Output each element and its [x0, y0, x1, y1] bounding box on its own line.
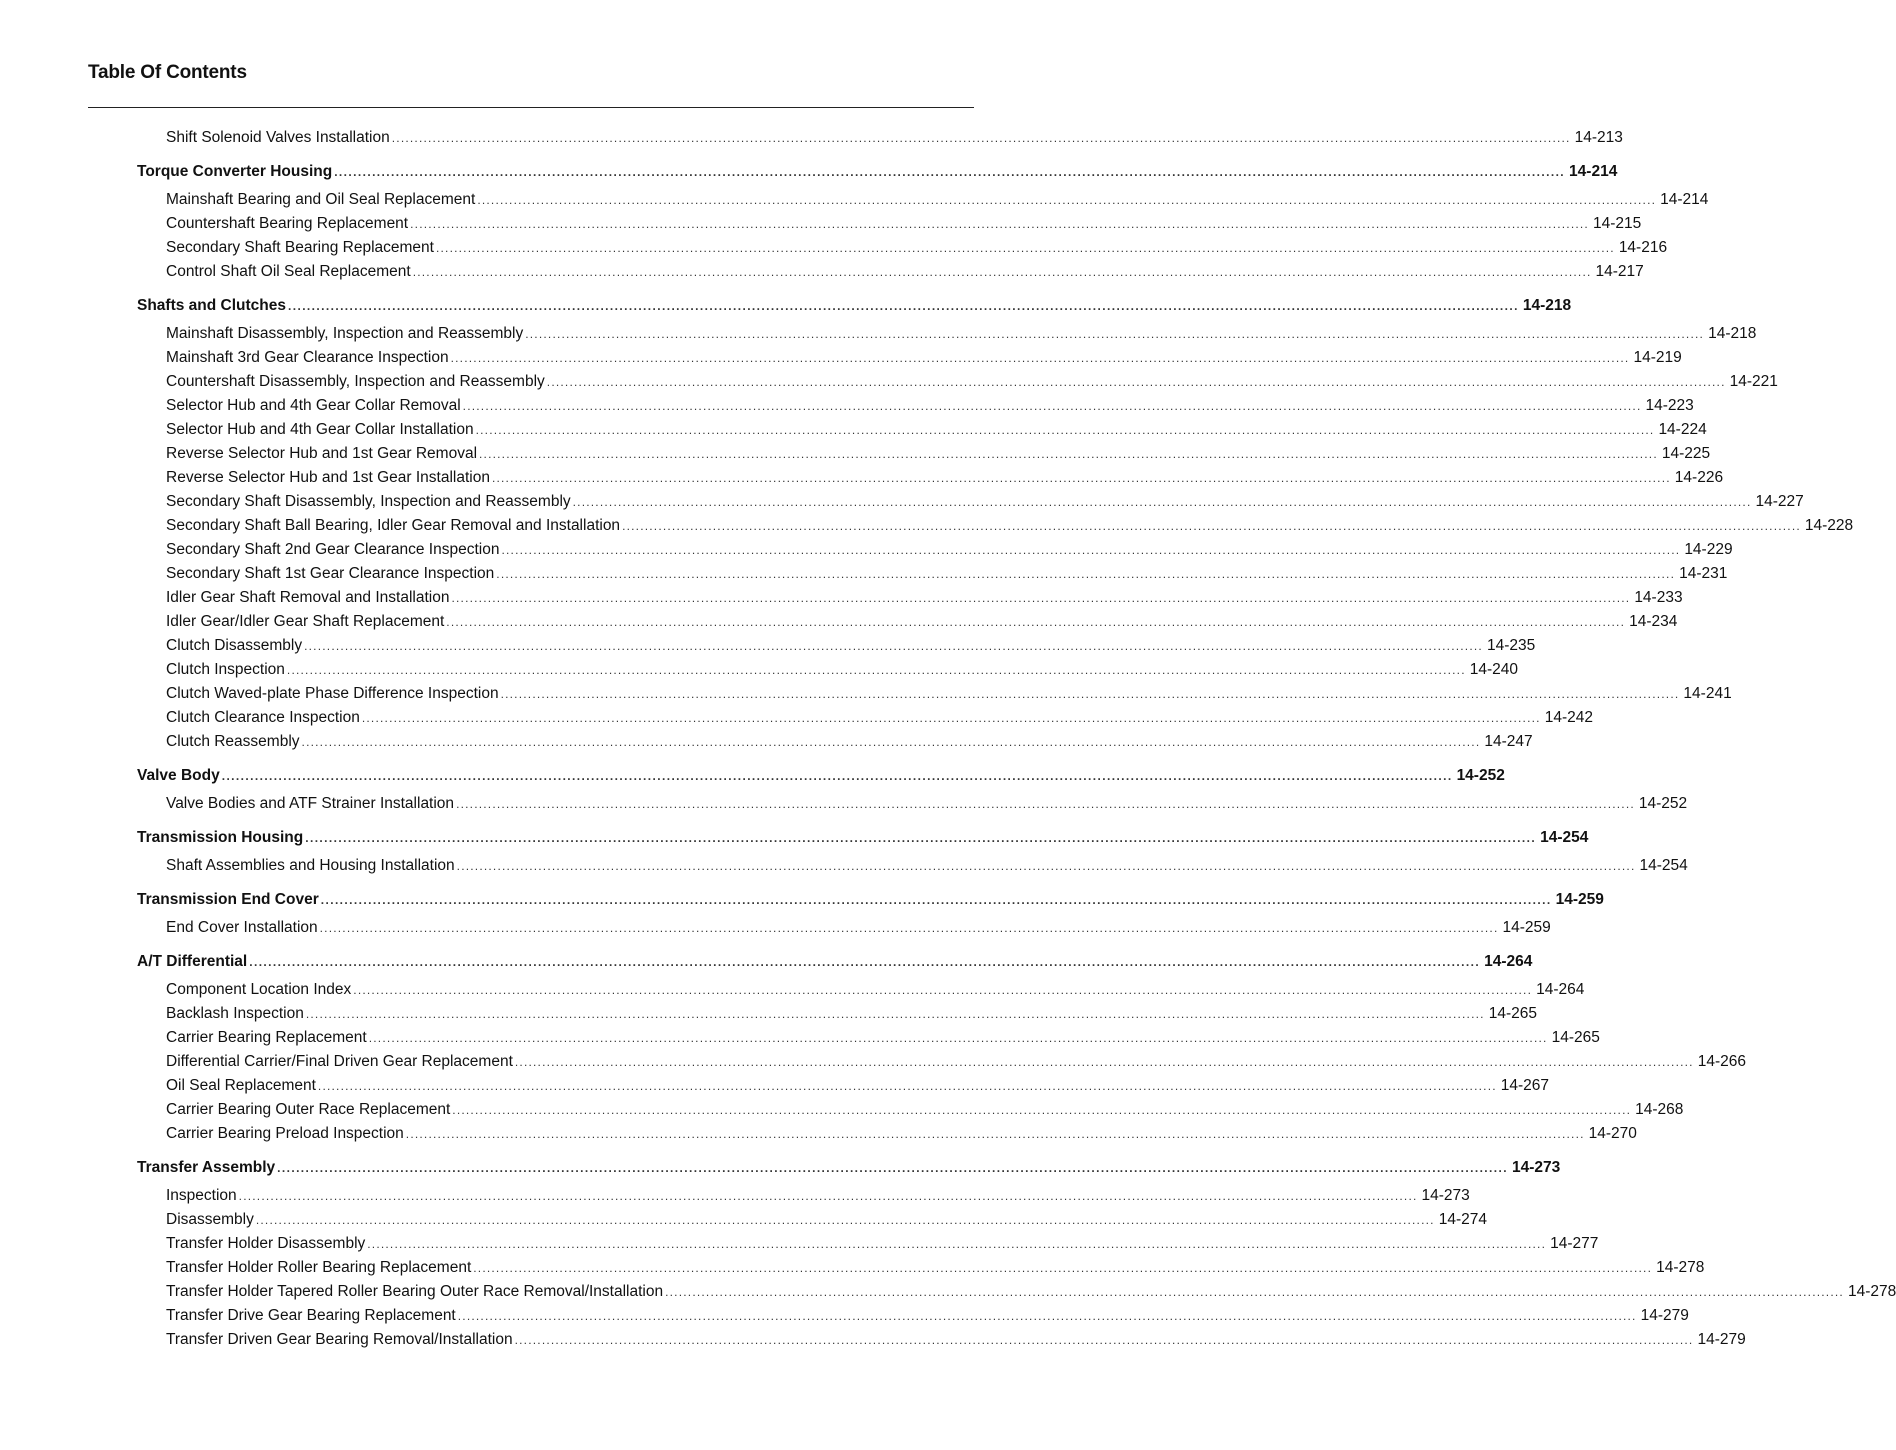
toc-entry[interactable]: [0, 1328, 1746, 1352]
dot-leader: ....................................................................................................................................................................................................................................................................: [514, 1055, 1694, 1069]
dot-leader: ....................................................................................................................................................................................................................................................................: [496, 567, 1676, 581]
dot-leader: ....................................................................................................................................................................................................................................................................: [238, 1189, 1418, 1203]
toc-entry-title: Transfer Assembly: [137, 1159, 276, 1176]
toc-entry-title: Transfer Holder Roller Bearing Replacement: [166, 1259, 472, 1276]
dot-leader: ....................................................................................................................................................................................................................................................................: [435, 241, 1615, 255]
toc-entry[interactable]: [0, 394, 1694, 418]
toc-entry-title: Transfer Holder Disassembly: [166, 1235, 366, 1252]
dot-leader: ....................................................................................................................................................................................................................................................................: [525, 327, 1705, 341]
dot-leader: ....................................................................................................................................................................................................................................................................: [473, 1261, 1653, 1275]
toc-page-number: 14-252: [1456, 767, 1505, 784]
toc-entry[interactable]: [0, 1122, 1637, 1146]
toc-page-number: 14-229: [1684, 541, 1733, 558]
toc-section-entry[interactable]: [0, 826, 1589, 850]
toc-entry-title: Transmission End Cover: [137, 891, 319, 908]
toc-entry-title: Selector Hub and 4th Gear Collar Removal: [166, 397, 461, 414]
toc-page-number: 14-224: [1658, 421, 1707, 438]
toc-entry-title: Transfer Holder Tapered Roller Bearing Outer Race Removal/Installation: [166, 1283, 664, 1300]
toc-page-number: 14-273: [1421, 1187, 1470, 1204]
toc-page-number: 14-214: [1660, 191, 1709, 208]
toc-entry-title: Shaft Assemblies and Housing Installation: [166, 857, 455, 874]
toc-entry-title: Carrier Bearing Outer Race Replacement: [166, 1101, 451, 1118]
dot-leader: ....................................................................................................................................................................................................................................................................: [475, 423, 1655, 437]
dot-leader: ....................................................................................................................................................................................................................................................................: [451, 591, 1631, 605]
toc-page-number: 14-213: [1574, 129, 1623, 146]
dot-leader: ....................................................................................................................................................................................................................................................................: [501, 543, 1681, 557]
dot-leader: ....................................................................................................................................................................................................................................................................: [367, 1237, 1547, 1251]
toc-entry-title: Clutch Inspection: [166, 661, 285, 678]
dot-leader: ....................................................................................................................................................................................................................................................................: [320, 893, 1552, 907]
toc-page-number: 14-254: [1540, 829, 1589, 846]
toc-page-number: 14-218: [1522, 297, 1572, 314]
dot-leader: ....................................................................................................................................................................................................................................................................: [412, 265, 1592, 279]
dot-leader: ....................................................................................................................................................................................................................................................................: [462, 399, 1642, 413]
toc-page-number: 14-277: [1550, 1235, 1599, 1252]
toc-page-number: 14-278: [1847, 1283, 1896, 1300]
toc-page-number: 14-227: [1755, 493, 1804, 510]
toc-entry[interactable]: [0, 610, 1678, 634]
toc-page-number: 14-233: [1634, 589, 1683, 606]
toc-entry-title: Reverse Selector Hub and 1st Gear Removal: [166, 445, 478, 462]
toc-entry[interactable]: [0, 706, 1593, 730]
toc-entry[interactable]: [0, 1184, 1470, 1208]
dot-leader: ....................................................................................................................................................................................................................................................................: [361, 711, 1541, 725]
toc-entry-title: Valve Body: [137, 767, 220, 784]
dot-leader: ....................................................................................................................................................................................................................................................................: [368, 1031, 1548, 1045]
toc-page-number: 14-274: [1438, 1211, 1487, 1228]
toc-entry-title: Valve Bodies and ATF Strainer Installation: [166, 795, 455, 812]
toc-entry[interactable]: [0, 466, 1724, 490]
toc-page-number: 14-273: [1511, 1159, 1561, 1176]
toc-page-number: 14-242: [1544, 709, 1593, 726]
dot-leader: ....................................................................................................................................................................................................................................................................: [317, 1079, 1497, 1093]
toc-entry[interactable]: [0, 538, 1733, 562]
dot-leader: ....................................................................................................................................................................................................................................................................: [457, 1309, 1637, 1323]
dot-leader: ....................................................................................................................................................................................................................................................................: [221, 769, 1453, 783]
dot-leader: ....................................................................................................................................................................................................................................................................: [334, 165, 1566, 179]
toc-entry-title: Shafts and Clutches: [137, 297, 286, 314]
dot-leader: ....................................................................................................................................................................................................................................................................: [456, 859, 1636, 873]
dot-leader: ....................................................................................................................................................................................................................................................................: [491, 471, 1671, 485]
dot-leader: ....................................................................................................................................................................................................................................................................: [249, 955, 1481, 969]
toc-page-number: 14-225: [1661, 445, 1711, 462]
toc-section-entry[interactable]: [0, 1156, 1561, 1180]
toc-entry[interactable]: [0, 260, 1644, 284]
toc-entry[interactable]: [0, 586, 1683, 610]
toc-entry-title: Carrier Bearing Replacement: [166, 1029, 367, 1046]
dot-leader: ....................................................................................................................................................................................................................................................................: [450, 351, 1630, 365]
dot-leader: ....................................................................................................................................................................................................................................................................: [405, 1127, 1585, 1141]
toc-entry-title: Clutch Reassembly: [166, 733, 300, 750]
title-divider: [88, 107, 974, 108]
toc-page-number: 14-266: [1697, 1053, 1746, 1070]
toc-entry[interactable]: [0, 730, 1533, 754]
toc-page-number: 14-268: [1635, 1101, 1684, 1118]
toc-entry-title: Inspection: [166, 1187, 237, 1204]
toc-page-number: 14-223: [1645, 397, 1694, 414]
toc-entry-title: Secondary Shaft Disassembly, Inspection and Reassembly: [166, 493, 571, 510]
toc-entry[interactable]: [0, 212, 1642, 236]
toc-entry[interactable]: [0, 1074, 1550, 1098]
toc-entry-title: Clutch Clearance Inspection: [166, 709, 360, 726]
toc-entry[interactable]: [0, 978, 1585, 1002]
toc-entry-title: Secondary Shaft 1st Gear Clearance Inspection: [166, 565, 495, 582]
dot-leader: ....................................................................................................................................................................................................................................................................: [452, 1103, 1632, 1117]
toc-entry[interactable]: [0, 322, 1757, 346]
toc-page-number: 14-215: [1592, 215, 1642, 232]
toc-entry[interactable]: [0, 682, 1732, 706]
toc-page-number: 14-218: [1708, 325, 1757, 342]
toc-page-number: 14-278: [1656, 1259, 1705, 1276]
dot-leader: ....................................................................................................................................................................................................................................................................: [353, 983, 1533, 997]
toc-entry[interactable]: [0, 1050, 1746, 1074]
toc-entry[interactable]: [0, 792, 1688, 816]
toc-entry[interactable]: [0, 370, 1778, 394]
dot-leader: ....................................................................................................................................................................................................................................................................: [479, 447, 1658, 461]
toc-page-number: 14-279: [1697, 1331, 1746, 1348]
dot-leader: ....................................................................................................................................................................................................................................................................: [572, 495, 1752, 509]
dot-leader: ....................................................................................................................................................................................................................................................................: [622, 519, 1801, 533]
toc-entry-title: Countershaft Disassembly, Inspection and Reassembly: [166, 373, 545, 390]
toc-entry[interactable]: [0, 514, 1854, 538]
toc-entry[interactable]: [0, 916, 1551, 940]
toc-page-number: 14-221: [1729, 373, 1778, 390]
toc-entry[interactable]: [0, 658, 1519, 682]
toc-page-number: 14-267: [1500, 1077, 1550, 1094]
toc-entry-title: Clutch Waved-plate Phase Difference Inspection: [166, 685, 499, 702]
toc-entry-title: End Cover Installation: [166, 919, 318, 936]
toc-page-number: 14-231: [1679, 565, 1728, 582]
toc-page-number: 14-234: [1629, 613, 1678, 630]
toc-entry[interactable]: [0, 1026, 1600, 1050]
toc-page-number: 14-247: [1484, 733, 1533, 750]
toc-page-number: 14-241: [1683, 685, 1732, 702]
dot-leader: ....................................................................................................................................................................................................................................................................: [301, 735, 1481, 749]
dot-leader: ....................................................................................................................................................................................................................................................................: [286, 663, 1466, 677]
toc-entry-title: Secondary Shaft Bearing Replacement: [166, 239, 434, 256]
toc-entry[interactable]: [0, 1232, 1599, 1256]
toc-entry[interactable]: [0, 1098, 1684, 1122]
dot-leader: ....................................................................................................................................................................................................................................................................: [305, 1007, 1485, 1021]
toc-page-number: 14-228: [1804, 517, 1854, 534]
toc-entry-title: Reverse Selector Hub and 1st Gear Installation: [166, 469, 490, 486]
toc-page-number: 14-217: [1595, 263, 1644, 280]
dot-leader: ....................................................................................................................................................................................................................................................................: [446, 615, 1626, 629]
toc-entry-title: Transfer Driven Gear Bearing Removal/Installation: [166, 1331, 513, 1348]
dot-leader: ....................................................................................................................................................................................................................................................................: [255, 1213, 1435, 1227]
toc-page-number: 14-259: [1555, 891, 1604, 908]
dot-leader: ....................................................................................................................................................................................................................................................................: [456, 797, 1635, 811]
toc-page-number: 14-254: [1639, 857, 1688, 874]
table-of-contents: [0, 126, 1896, 1352]
toc-entry-title: Differential Carrier/Final Driven Gear Replacement: [166, 1053, 513, 1070]
toc-page-number: 14-216: [1618, 239, 1668, 256]
toc-entry-title: Backlash Inspection: [166, 1005, 304, 1022]
toc-entry[interactable]: [0, 236, 1668, 260]
toc-page-number: 14-226: [1674, 469, 1724, 486]
toc-entry-title: Oil Seal Replacement: [166, 1077, 316, 1094]
toc-entry[interactable]: [0, 1002, 1537, 1026]
dot-leader: ....................................................................................................................................................................................................................................................................: [391, 131, 1571, 145]
toc-entry-title: Secondary Shaft 2nd Gear Clearance Inspection: [166, 541, 500, 558]
toc-page-number: 14-259: [1502, 919, 1551, 936]
toc-entry-title: Mainshaft 3rd Gear Clearance Inspection: [166, 349, 449, 366]
toc-page-number: 14-264: [1536, 981, 1585, 998]
dot-leader: ....................................................................................................................................................................................................................................................................: [277, 1161, 1508, 1175]
toc-entry[interactable]: [0, 1280, 1896, 1304]
toc-entry[interactable]: [0, 854, 1688, 878]
toc-entry-title: Mainshaft Bearing and Oil Seal Replacement: [166, 191, 476, 208]
toc-entry-title: Carrier Bearing Preload Inspection: [166, 1125, 404, 1142]
toc-entry[interactable]: [0, 346, 1682, 370]
toc-entry[interactable]: [0, 442, 1711, 466]
toc-page-number: 14-235: [1486, 637, 1536, 654]
toc-entry-title: Shift Solenoid Valves Installation: [166, 129, 390, 146]
toc-entry[interactable]: [0, 1256, 1705, 1280]
toc-page-number: 14-240: [1469, 661, 1519, 678]
toc-entry[interactable]: [0, 1304, 1689, 1328]
dot-leader: ....................................................................................................................................................................................................................................................................: [304, 639, 1483, 653]
toc-section-entry[interactable]: [0, 294, 1572, 318]
dot-leader: ....................................................................................................................................................................................................................................................................: [514, 1333, 1694, 1347]
dot-leader: ....................................................................................................................................................................................................................................................................: [410, 217, 1589, 231]
dot-leader: ....................................................................................................................................................................................................................................................................: [319, 921, 1499, 935]
dot-leader: ....................................................................................................................................................................................................................................................................: [305, 831, 1537, 845]
toc-entry-title: Countershaft Bearing Replacement: [166, 215, 409, 232]
toc-entry[interactable]: [0, 562, 1728, 586]
toc-entry-title: Selector Hub and 4th Gear Collar Installation: [166, 421, 474, 438]
dot-leader: ....................................................................................................................................................................................................................................................................: [546, 375, 1726, 389]
page-title: Table Of Contents: [88, 62, 247, 83]
toc-entry-title: Disassembly: [166, 1211, 254, 1228]
toc-entry-title: Idler Gear/Idler Gear Shaft Replacement: [166, 613, 445, 630]
toc-page-number: 14-270: [1588, 1125, 1637, 1142]
toc-entry-title: Clutch Disassembly: [166, 637, 303, 654]
dot-leader: ....................................................................................................................................................................................................................................................................: [665, 1285, 1844, 1299]
toc-page-number: 14-264: [1484, 953, 1533, 970]
toc-page-number: 14-252: [1638, 795, 1688, 812]
toc-page-number: 14-265: [1488, 1005, 1537, 1022]
toc-section-entry[interactable]: [0, 888, 1604, 912]
toc-section-entry[interactable]: [0, 764, 1505, 788]
toc-entry-title: Idler Gear Shaft Removal and Installation: [166, 589, 450, 606]
toc-section-entry[interactable]: [0, 160, 1618, 184]
toc-entry[interactable]: [0, 188, 1709, 212]
toc-page-number: 14-219: [1633, 349, 1682, 366]
dot-leader: ....................................................................................................................................................................................................................................................................: [288, 299, 1519, 313]
toc-entry[interactable]: [0, 418, 1707, 442]
dot-leader: ....................................................................................................................................................................................................................................................................: [500, 687, 1680, 701]
toc-page-number: 14-214: [1569, 163, 1618, 180]
toc-entry[interactable]: [0, 126, 1623, 150]
dot-leader: ....................................................................................................................................................................................................................................................................: [477, 193, 1657, 207]
toc-entry-title: Mainshaft Disassembly, Inspection and Reassembly: [166, 325, 524, 342]
toc-section-entry[interactable]: [0, 950, 1533, 974]
toc-entry-title: A/T Differential: [137, 953, 248, 970]
toc-entry[interactable]: [0, 1208, 1487, 1232]
toc-entry-title: Torque Converter Housing: [137, 163, 333, 180]
toc-page-number: 14-265: [1551, 1029, 1600, 1046]
toc-entry-title: Control Shaft Oil Seal Replacement: [166, 263, 411, 280]
toc-entry[interactable]: [0, 634, 1536, 658]
toc-entry-title: Transmission Housing: [137, 829, 304, 846]
toc-entry-title: Component Location Index: [166, 981, 352, 998]
toc-entry-title: Secondary Shaft Ball Bearing, Idler Gear Removal and Installation: [166, 517, 621, 534]
toc-entry-title: Transfer Drive Gear Bearing Replacement: [166, 1307, 456, 1324]
toc-page-number: 14-279: [1640, 1307, 1689, 1324]
toc-entry[interactable]: [0, 490, 1804, 514]
